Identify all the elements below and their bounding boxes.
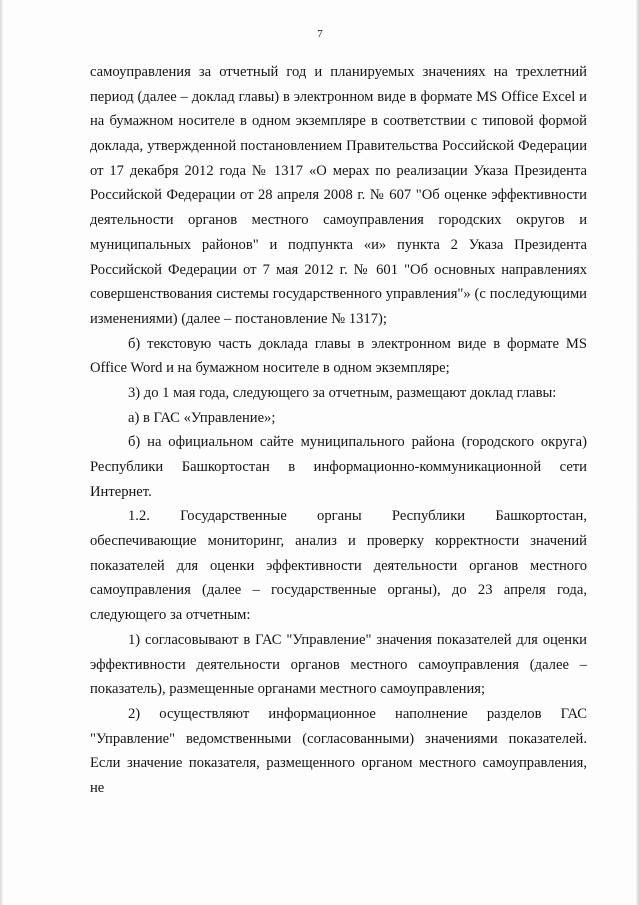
text-line: 2) осуществляют информационное наполнение разделов ГАС — [128, 705, 587, 722]
text-line: обеспечивающие мониторинг, анализ и проверку корректности значений — [90, 533, 587, 550]
text-line: муниципальных районов" и подпункта «и» пункта 2 Указа Президента — [90, 236, 587, 253]
page-number: 7 — [317, 28, 323, 40]
text-line: период (далее – доклад главы) в электронном виде в формате MS Office Excel и — [90, 88, 587, 105]
text-line: на бумажном носителе в одном экземпляре в соответствии с типовой формой — [90, 113, 587, 130]
text-line: эффективности деятельности органов местного самоуправления (далее – — [90, 656, 587, 673]
text-line: Office Word и на бумажном носителе в одном экземпляре; — [90, 360, 450, 377]
text-line: б) на официальном сайте муниципального района (городского округа) — [128, 434, 587, 451]
body-text — [90, 60, 587, 796]
text-line: совершенствования системы государственного управления"» (с последующими — [90, 286, 587, 303]
text-line: 3) до 1 мая года, следующего за отчетным, размещают доклад главы: — [128, 384, 557, 401]
text-line: изменениями) (далее – постановление № 1317); — [90, 310, 387, 327]
text-line: следующего за отчетным: — [90, 607, 251, 624]
text-line: самоуправления (далее – государственные органы), до 23 апреля года, — [90, 582, 587, 599]
text-line: показатель), размещенные органами местного самоуправления; — [90, 681, 486, 698]
text-line: Интернет. — [90, 483, 152, 500]
text-line: Республики Башкортостан в информационно-коммуникационной сети — [90, 459, 587, 475]
text-line: 1) согласовывают в ГАС "Управление" значения показателей для оценки — [128, 631, 587, 648]
text-line: Российской Федерации от 7 мая 2012 г. № 601 "Об основных направлениях — [90, 261, 587, 278]
text-line: деятельности органов местного самоуправления городских округов и — [90, 212, 587, 229]
text-line: самоуправления за отчетный год и планируемых значениях на трехлетний — [90, 64, 587, 80]
text-line: показателей для оценки эффективности деятельности органов местного — [90, 557, 587, 574]
text-line: от 17 декабря 2012 года № 1317 «О мерах по реализации Указа Президента — [90, 162, 587, 179]
text-line: Российской Федерации от 28 апреля 2008 г. № 607 "Об оценке эффективности — [90, 187, 587, 204]
text-line: доклада, утвержденной постановлением Правительства Российской Федерации — [90, 138, 587, 155]
scan-edge-left — [0, 0, 3, 905]
text-line: "Управление" ведомственными (согласованными) значениями показателей. — [90, 730, 587, 747]
text-line: а) в ГАС «Управление»; — [128, 409, 276, 426]
scan-edge-right — [636, 0, 640, 905]
text-line: 1.2. Государственные органы Республики Башкортостан, — [128, 508, 587, 525]
text-line: Если значение показателя, размещенного органом местного самоуправления, не — [90, 755, 587, 796]
text-line: б) текстовую часть доклада главы в электронном виде в формате MS — [128, 335, 587, 352]
